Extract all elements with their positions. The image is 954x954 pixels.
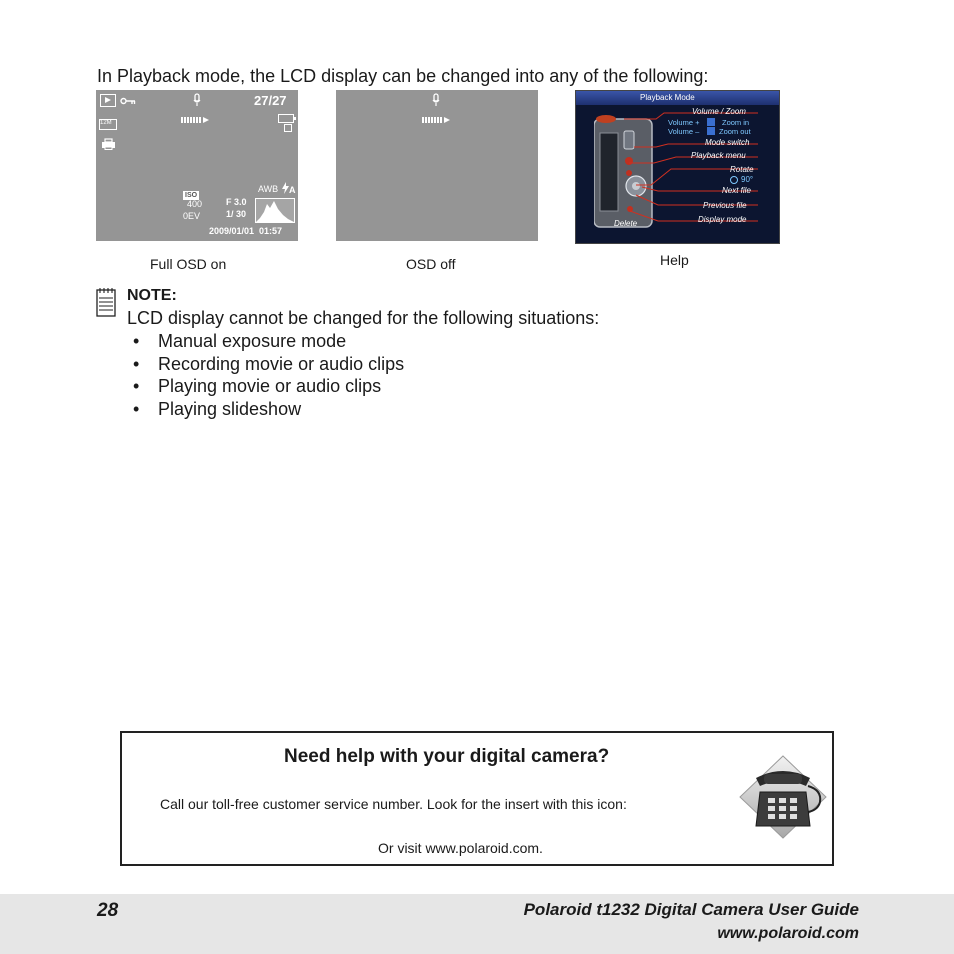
note-title: NOTE: [127, 287, 177, 304]
help-playback-menu: Playback menu [691, 151, 746, 160]
caption-full-osd: Full OSD on [150, 256, 227, 272]
battery-icon [278, 114, 294, 123]
list-item: • Playing movie or audio clips [133, 376, 382, 396]
help-box-title: Need help with your digital camera? [284, 746, 610, 767]
help-box-visit-text: Or visit www.polaroid.com. [378, 840, 543, 856]
list-item-text: Recording movie or audio clips [158, 353, 405, 374]
intro-text: In Playback mode, the LCD display can be changed into any of the following: [97, 66, 709, 86]
rotate-icon [730, 176, 738, 184]
list-item: • Manual exposure mode [133, 331, 347, 351]
help-next-file: Next file [722, 186, 751, 195]
list-item-text: Playing movie or audio clips [158, 376, 382, 396]
help-display-mode: Display mode [698, 215, 747, 224]
print-icon [101, 138, 116, 150]
notepad-icon [96, 287, 116, 317]
playback-icon [100, 94, 116, 107]
caption-help: Help [660, 252, 689, 268]
microphone-icon [193, 93, 201, 107]
image-size-icon [99, 119, 117, 130]
microphone-icon [432, 93, 440, 107]
iso-label: ISO [185, 192, 198, 199]
help-title: Playback Mode [640, 93, 695, 102]
guide-url: www.polaroid.com [717, 925, 859, 942]
quality-icon [422, 117, 452, 124]
help-rotate-degrees: 90° [741, 175, 754, 184]
help-volume-plus: Volume + [668, 118, 700, 127]
help-volume-minus: Volume – [668, 127, 700, 136]
lcd-osd-off [336, 90, 538, 241]
shutter-speed: 1/ 30 [226, 209, 247, 219]
help-zoom-in: Zoom in [722, 118, 750, 127]
telephone-icon [738, 754, 828, 840]
date-time: 2009/01/01 01:57 [209, 226, 283, 236]
flash-mode: A [289, 185, 296, 195]
exposure-compensation: 0EV [183, 211, 201, 221]
flash-icon [282, 182, 289, 194]
aperture: F 3.0 [226, 197, 247, 207]
list-item-text: Playing slideshow [158, 398, 302, 419]
iso-value: 400 [187, 199, 203, 209]
quality-icon [181, 117, 211, 124]
image-size-label: 12M [100, 120, 112, 126]
page-number: 28 [97, 900, 119, 921]
guide-title: Polaroid t1232 Digital Camera User Guide [523, 900, 859, 919]
key-lock-icon [120, 97, 136, 105]
lcd-help-screen [575, 90, 780, 244]
list-item-text: Manual exposure mode [158, 331, 347, 351]
right-arrow-icon [707, 118, 715, 126]
help-rotate: Rotate [730, 165, 754, 174]
list-item: • Playing slideshow [133, 398, 302, 419]
help-zoom-out: Zoom out [719, 127, 751, 136]
histogram [255, 198, 295, 223]
left-arrow-icon [707, 127, 715, 135]
help-mode-switch: Mode switch [705, 138, 750, 147]
protect-hand-icon [284, 124, 292, 132]
image-counter: 27/27 [254, 93, 287, 108]
help-box-call-text: Call our toll-free customer service number. Look for the insert with this icon: [160, 796, 627, 812]
note-list [133, 330, 404, 420]
white-balance: AWB [258, 184, 279, 194]
help-volume-zoom: Volume / Zoom [692, 107, 746, 116]
help-previous-file: Previous file [703, 201, 747, 210]
list-item: • Recording movie or audio clips [133, 353, 405, 374]
note-text: LCD display cannot be changed for the following situations: [127, 308, 600, 328]
lcd-full-osd [96, 90, 298, 241]
help-delete: Delete [614, 219, 638, 228]
caption-osd-off: OSD off [406, 256, 456, 272]
